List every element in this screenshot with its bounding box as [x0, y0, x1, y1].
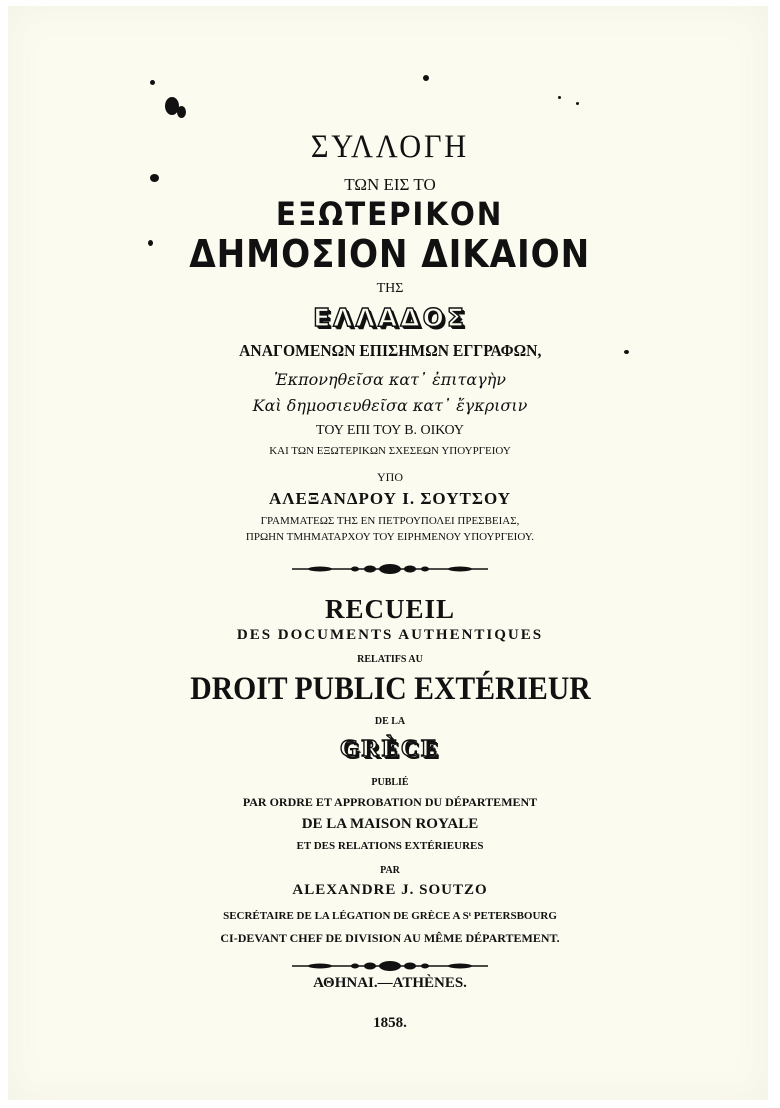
greek-by: ΥΠΟ	[377, 470, 403, 484]
french-by: PAR	[380, 865, 400, 876]
ink-speck	[423, 75, 429, 81]
greek-author: ΑΛΕΞΑΝΔΡΟΥ Ι. ΣΟΥΤΣΟΥ	[268, 489, 512, 508]
greek-ministry-1: ΤΟΥ ΕΠΙ ΤΟΥ Β. ΟΙΚΟΥ	[316, 423, 464, 438]
french-title: RECUEIL	[324, 594, 456, 624]
french-relations: ET DES RELATIONS EXTÉRIEURES	[296, 840, 484, 852]
imprint-place: ΑΘΗΝΑΙ.—ATHÈNES.	[313, 975, 467, 991]
ink-speck	[576, 102, 579, 105]
french-order: PAR ORDRE ET APPROBATION DU DÉPARTEMENT	[242, 795, 538, 809]
greek-of: ΤΗΣ	[376, 281, 404, 296]
french-published: PUBLIÉ	[371, 777, 409, 788]
greek-role-2: ΠΡΩΗΝ ΤΜΗΜΑΤΑΡΧΟΥ ΤΟΥ ΕΙΡΗΜΕΝΟΥ ΥΠΟΥΡΓΕΙΟΥ.	[245, 531, 535, 543]
ink-blot	[177, 106, 186, 118]
ink-speck	[150, 80, 155, 85]
greek-title: ΣΥΛΛΟΓΗ	[310, 129, 470, 165]
greek-subtitle-2: ΕΞΩΤΕΡΙΚΟΝ	[276, 195, 504, 233]
greek-line-1: Ἐκπονηθεῖσα κατ᾽ ἐπιταγὴν	[273, 370, 507, 389]
greek-subtitle-1: ΤΩΝ ΕΙΣ ΤΟ	[344, 175, 436, 194]
greek-role-1: ΓΡΑΜΜΑΤΕΩΣ ΤΗΣ ΕΝ ΠΕΤΡΟΥΠΟΛΕΙ ΠΡΕΣΒΕΙΑΣ,	[260, 515, 520, 527]
french-author: ALEXANDRE J. SOUTZO	[292, 882, 488, 898]
french-role-1: SECRÉTAIRE DE LA LÉGATION DE GRÈCE A Sᵗ PETERSBOURG	[223, 910, 557, 922]
french-role-2: CI-DEVANT CHEF DE DIVISION AU MÊME DÉPARTEMENT.	[220, 931, 560, 945]
greek-documents: ΑΝΑΓΟΜΕΝΩΝ ΕΠΙΣΗΜΩΝ ΕΓΓΡΑΦΩΝ,	[238, 341, 542, 360]
french-of: DE LA	[374, 716, 406, 727]
french-subtitle-2: RELATIFS AU	[357, 654, 423, 665]
french-subtitle-3: DROIT PUBLIC EXTÉRIEUR	[189, 671, 591, 707]
greek-subtitle-3: ΔΗΜΟΣΙΟΝ ΔΙΚΑΙΟΝ	[189, 232, 591, 276]
ornamental-rule	[290, 958, 490, 974]
imprint-year: 1858.	[373, 1015, 407, 1031]
french-house: DE LA MAISON ROYALE	[301, 816, 479, 832]
french-country: GRÈCE	[339, 736, 441, 762]
ink-speck	[558, 96, 561, 99]
french-subtitle-1: DES DOCUMENTS AUTHENTIQUES	[236, 627, 544, 643]
ornamental-rule	[290, 561, 490, 577]
greek-line-2: Καὶ δημοσιευθεῖσα κατ᾽ ἔγκρισιν	[252, 396, 528, 415]
greek-country: ΕΛΛΑΔΟΣ	[313, 303, 467, 332]
greek-ministry-2: ΚΑΙ ΤΩΝ ΕΞΩΤΕΡΙΚΩΝ ΣΧΕΣΕΩΝ ΥΠΟΥΡΓΕΙΟΥ	[269, 445, 511, 457]
